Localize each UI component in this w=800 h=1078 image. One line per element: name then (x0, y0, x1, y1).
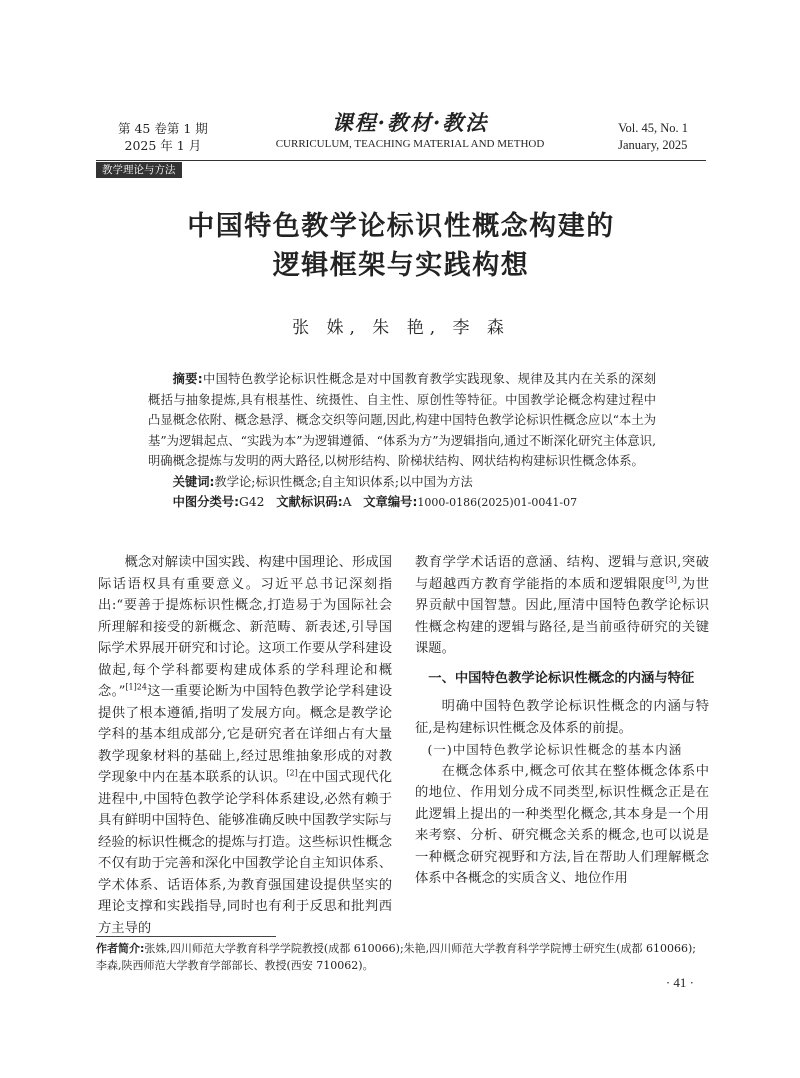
article-no-label: 文章编号: (363, 495, 418, 509)
classification (148, 492, 656, 514)
abstract-block (148, 369, 656, 514)
header-rule (96, 160, 706, 161)
article-no-value: 1000-0186(2025)01-0041-07 (417, 496, 578, 509)
body-paragraph (415, 552, 709, 660)
keywords-text: 教学论;标识性概念;自主知识体系;以中国为方法 (214, 474, 473, 489)
header-journal (260, 110, 560, 152)
body-text: 概念对解读中国实践、构建中国理论、形成国际话语权具有重要意义。习近平总书记深刻指出:“要善于提炼标识性概念,打造易于为国际社会所理解和接受的新概念、新范畴、新表述,引导国际学术界展开研究和讨论。这项工作要从学科建设做起,每个学科都要构建成体系的学科理论和概念。” (98, 555, 392, 699)
keywords (148, 472, 656, 493)
page-number: · 41 · (665, 975, 694, 990)
body-paragraph: 在概念体系中,概念可依其在整体概念体系中的地位、作用划分成不同类型,标识性概念正是在此逻辑上提出的一种类型化概念,其本身是一个用来考察、分析、研究概念关系的概念,也可以说是一种概念研究视野和方法,旨在帮助人们理解概念体系中各概念的实质含义、地位作用 (415, 763, 709, 886)
meta (148, 472, 656, 514)
footnote-label: 作者简介: (96, 942, 145, 955)
clc-value: G42 (239, 495, 265, 509)
section-heading: 一、中国特色教学论标识性概念的内涵与特征 (428, 670, 695, 686)
body-text: 这一重要论断为中国特色教学论学科建设提供了根本遵循,指明了发展方向。概念是教学论学科的基本组成部分,它是研究者在详细占有大量教学现象材料的基础上,经过思维抽象形成的对教学现象中内在基本联系的认识。 (98, 684, 393, 785)
citation: [1]24 (125, 682, 147, 692)
keywords-label: 关键词: (172, 474, 215, 489)
citation: [2] (286, 768, 298, 778)
body-text: 在中国式现代化进程中,中国特色教学论学科体系建设,必然有赖于具有鲜明中国特色、能够准确反映中国教学实际与经验的标识性概念的提炼与打造。这些标识性概念不仅有助于完善和深化中国教学论自主知识体系、学术体系、话语体系,为教育强国建设提供坚实的理论支撑和实践指导,同时也有利于反思和批判西方主导的 (98, 770, 392, 936)
body-column-right (415, 552, 709, 890)
authors: 张 姝, 朱 艳, 李 森 (292, 318, 510, 338)
header-volume-cn (118, 120, 208, 154)
section-tag: 教学理论与方法 (96, 162, 182, 178)
abstract-text: 中国特色教学论标识性概念是对中国教育教学实践现象、规律及其内在关系的深刻概括与抽象提炼,具有根基性、统摄性、自主性、原创性等特征。中国教学论概念构建过程中凸显概念依附、概念悬浮、概念交织等问题,因此,构建中国特色教学论标识性概念应以“本土为基”为逻辑起点、“实践为本”为逻辑遵循、“体系为方”为逻辑指向,通过不断深化研究主体意识,明确概念提炼与发明的两大路径,以树形结构、阶梯状结构、网状结构构建标识性概念体系。 (148, 372, 656, 468)
abstract (148, 369, 656, 472)
body-paragraph (98, 552, 392, 939)
body-text: 教育学学术话语的意涵、结构、逻辑与意识,突破与超越西方教育学能指的本质和逻辑限度 (415, 555, 709, 592)
journal-title-cn: 课程·教材·教法 (331, 110, 489, 135)
title-line-1: 中国特色教学论标识性概念构建的 (187, 211, 615, 242)
footnote-text: 张姝,四川师范大学教育科学学院教授(成都 610066);朱艳,四川师范大学教育科学学院博士研究生(成都 610066);李森,陕西师范大学教育学部部长、教授(西安 710062)。 (96, 942, 696, 972)
citation: [3] (665, 575, 677, 585)
date-en: January, 2025 (618, 138, 688, 152)
subsection-heading: (一)中国特色教学论标识性概念的基本内涵 (427, 742, 683, 757)
clc-label: 中图分类号: (172, 495, 239, 509)
volume-cn: 第 45 卷第 1 期 (118, 121, 208, 136)
footnote-rule (96, 936, 276, 937)
doc-value: A (342, 495, 352, 509)
abstract-label: 摘要: (172, 372, 203, 386)
volume-en: Vol. 45, No. 1 (618, 121, 688, 135)
author-footnote (96, 940, 706, 974)
article-title (96, 207, 706, 285)
header-volume-en (618, 120, 688, 154)
date-cn: 2025 年 1 月 (124, 138, 202, 153)
journal-title-en: CURRICULUM, TEACHING MATERIAL AND METHOD (275, 138, 545, 150)
title-line-2: 逻辑框架与实践构想 (272, 250, 530, 281)
body-column-left (98, 552, 392, 939)
doc-label: 文献标识码: (276, 495, 343, 509)
body-text: ,为世界贡献中国智慧。因此,厘清中国特色教学论标识性概念构建的逻辑与路径,是当前亟待研究的关键课题。 (415, 576, 710, 656)
body-paragraph: 明确中国特色教学论标识性概念的内涵与特征,是构建标识性概念及体系的前提。 (415, 699, 709, 736)
